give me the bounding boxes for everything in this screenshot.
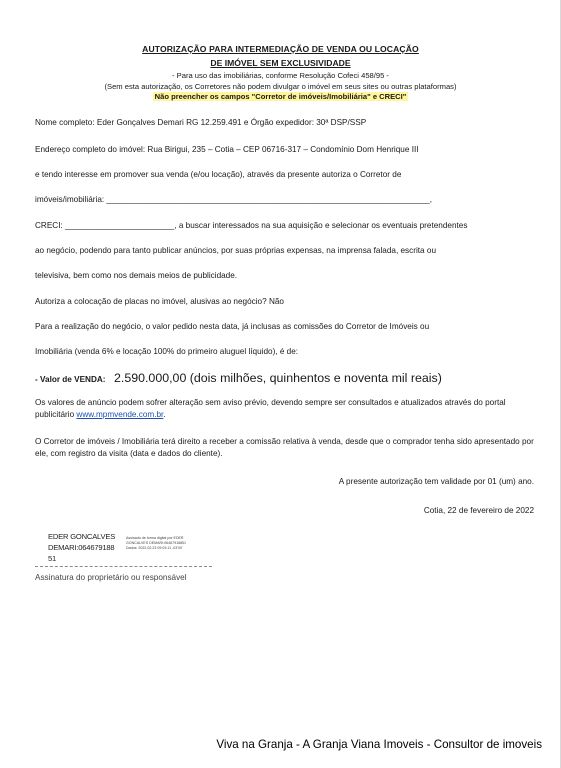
signature-name-line2: DEMARI:064679188 bbox=[48, 543, 115, 552]
signs-question-line: Autoriza a colocação de placas no imóvel, alusivas ao negócio? Não bbox=[35, 297, 284, 306]
sale-value-row bbox=[35, 369, 442, 387]
document-title-line1: AUTORIZAÇÃO PARA INTERMEDIAÇÃO DE VENDA OU LOCAÇÃO bbox=[142, 44, 419, 54]
signature-label: Assinatura do proprietário ou responsável bbox=[35, 573, 187, 582]
ads-text: Os valores de anúncio podem sofrer alteração sem aviso prévio, devendo sempre ser consultados e atualizados através do portal publicitário bbox=[35, 398, 506, 419]
footer-caption: Viva na Granja - A Granja Viana Imoveis - Consultor de imoveis bbox=[216, 738, 542, 751]
price-intro-line2: Imobiliária (venda 6% e locação 100% do primeiro aluguel líquido), é de: bbox=[35, 347, 299, 356]
price-intro-line1: Para a realização do negócio, o valor pedido nesta data, já inclusas as comissões do Corretor de Imóveis ou bbox=[35, 322, 430, 331]
document-subtitle: - Para uso das imobiliárias, conforme Resolução Cofeci 458/95 - bbox=[172, 71, 389, 80]
creci-blank-line: CRECI: ________________________, a buscar interessados na sua aquisição e selecionar os eventuais pretendentes bbox=[35, 221, 468, 230]
signature-line bbox=[35, 566, 212, 567]
property-address-line: Endereço completo do imóvel: Rua Birigui, 235 – Cotia – CEP 06716-317 – Condomínio Dom Henrique III bbox=[35, 145, 419, 154]
ads-paragraph bbox=[35, 397, 535, 421]
validity-line: A presente autorização tem validade por 01 (um) ano. bbox=[338, 477, 534, 486]
digital-signature-stamp bbox=[126, 536, 186, 551]
agent-blank-line: imóveis/imobiliária: _______________________________________________________________________, bbox=[35, 195, 433, 204]
stamp-line1: Assinado de forma digital por EDER bbox=[126, 536, 184, 540]
portal-link[interactable]: www.mpmvende.com.br bbox=[76, 410, 164, 419]
business-line: ao negócio, podendo para tanto publicar anúncios, por suas próprias expensas, na imprensa falada, escrita ou bbox=[35, 246, 436, 255]
interest-line: e tendo interesse em promover sua venda (e/ou locação), através da presente autoriza o Corretor de bbox=[35, 170, 402, 179]
ads-end: . bbox=[163, 410, 166, 419]
document-title-line2: DE IMÓVEL SEM EXCLUSIVIDADE bbox=[210, 58, 351, 68]
highlight-warning-row bbox=[0, 92, 561, 101]
signature-name-line3: 51 bbox=[48, 554, 57, 563]
signature-name-line1: EDER GONCALVES bbox=[48, 532, 116, 541]
digital-signature-name bbox=[48, 531, 115, 564]
date-line: Cotia, 22 de fevereiro de 2022 bbox=[423, 506, 534, 515]
sale-value-amount: 2.590.000,00 (dois milhões, quinhentos e noventa mil reais) bbox=[113, 371, 442, 385]
highlight-warning: Não preencher os campos "Corretor de imóveis/Imobiliária" e CRECI" bbox=[154, 92, 407, 101]
stamp-line2: GONCALVES DEMARI:06467918851 bbox=[126, 541, 187, 545]
stamp-line3: Dados: 2022.02.23 09:03:11 -03'00' bbox=[126, 546, 183, 550]
commission-paragraph: O Corretor de imóveis / Imobiliária terá direito a receber a comissão relativa à venda, desde que o comprador tenha sido apresentado por ele, com registro da visita (data e dados do cliente). bbox=[35, 437, 534, 458]
sale-value-label: - Valor de VENDA: bbox=[35, 375, 106, 384]
owner-name-line: Nome completo: Eder Gonçalves Demari RG 12.259.491 e Órgão expedidor: 30ª DSP/SSP bbox=[35, 118, 367, 127]
tv-line: televisiva, bem como nos demais meios de publicidade. bbox=[35, 271, 238, 280]
document-note: (Sem esta autorização, os Corretores não podem divulgar o imóvel em seus sites ou outras plataformas) bbox=[104, 82, 457, 91]
